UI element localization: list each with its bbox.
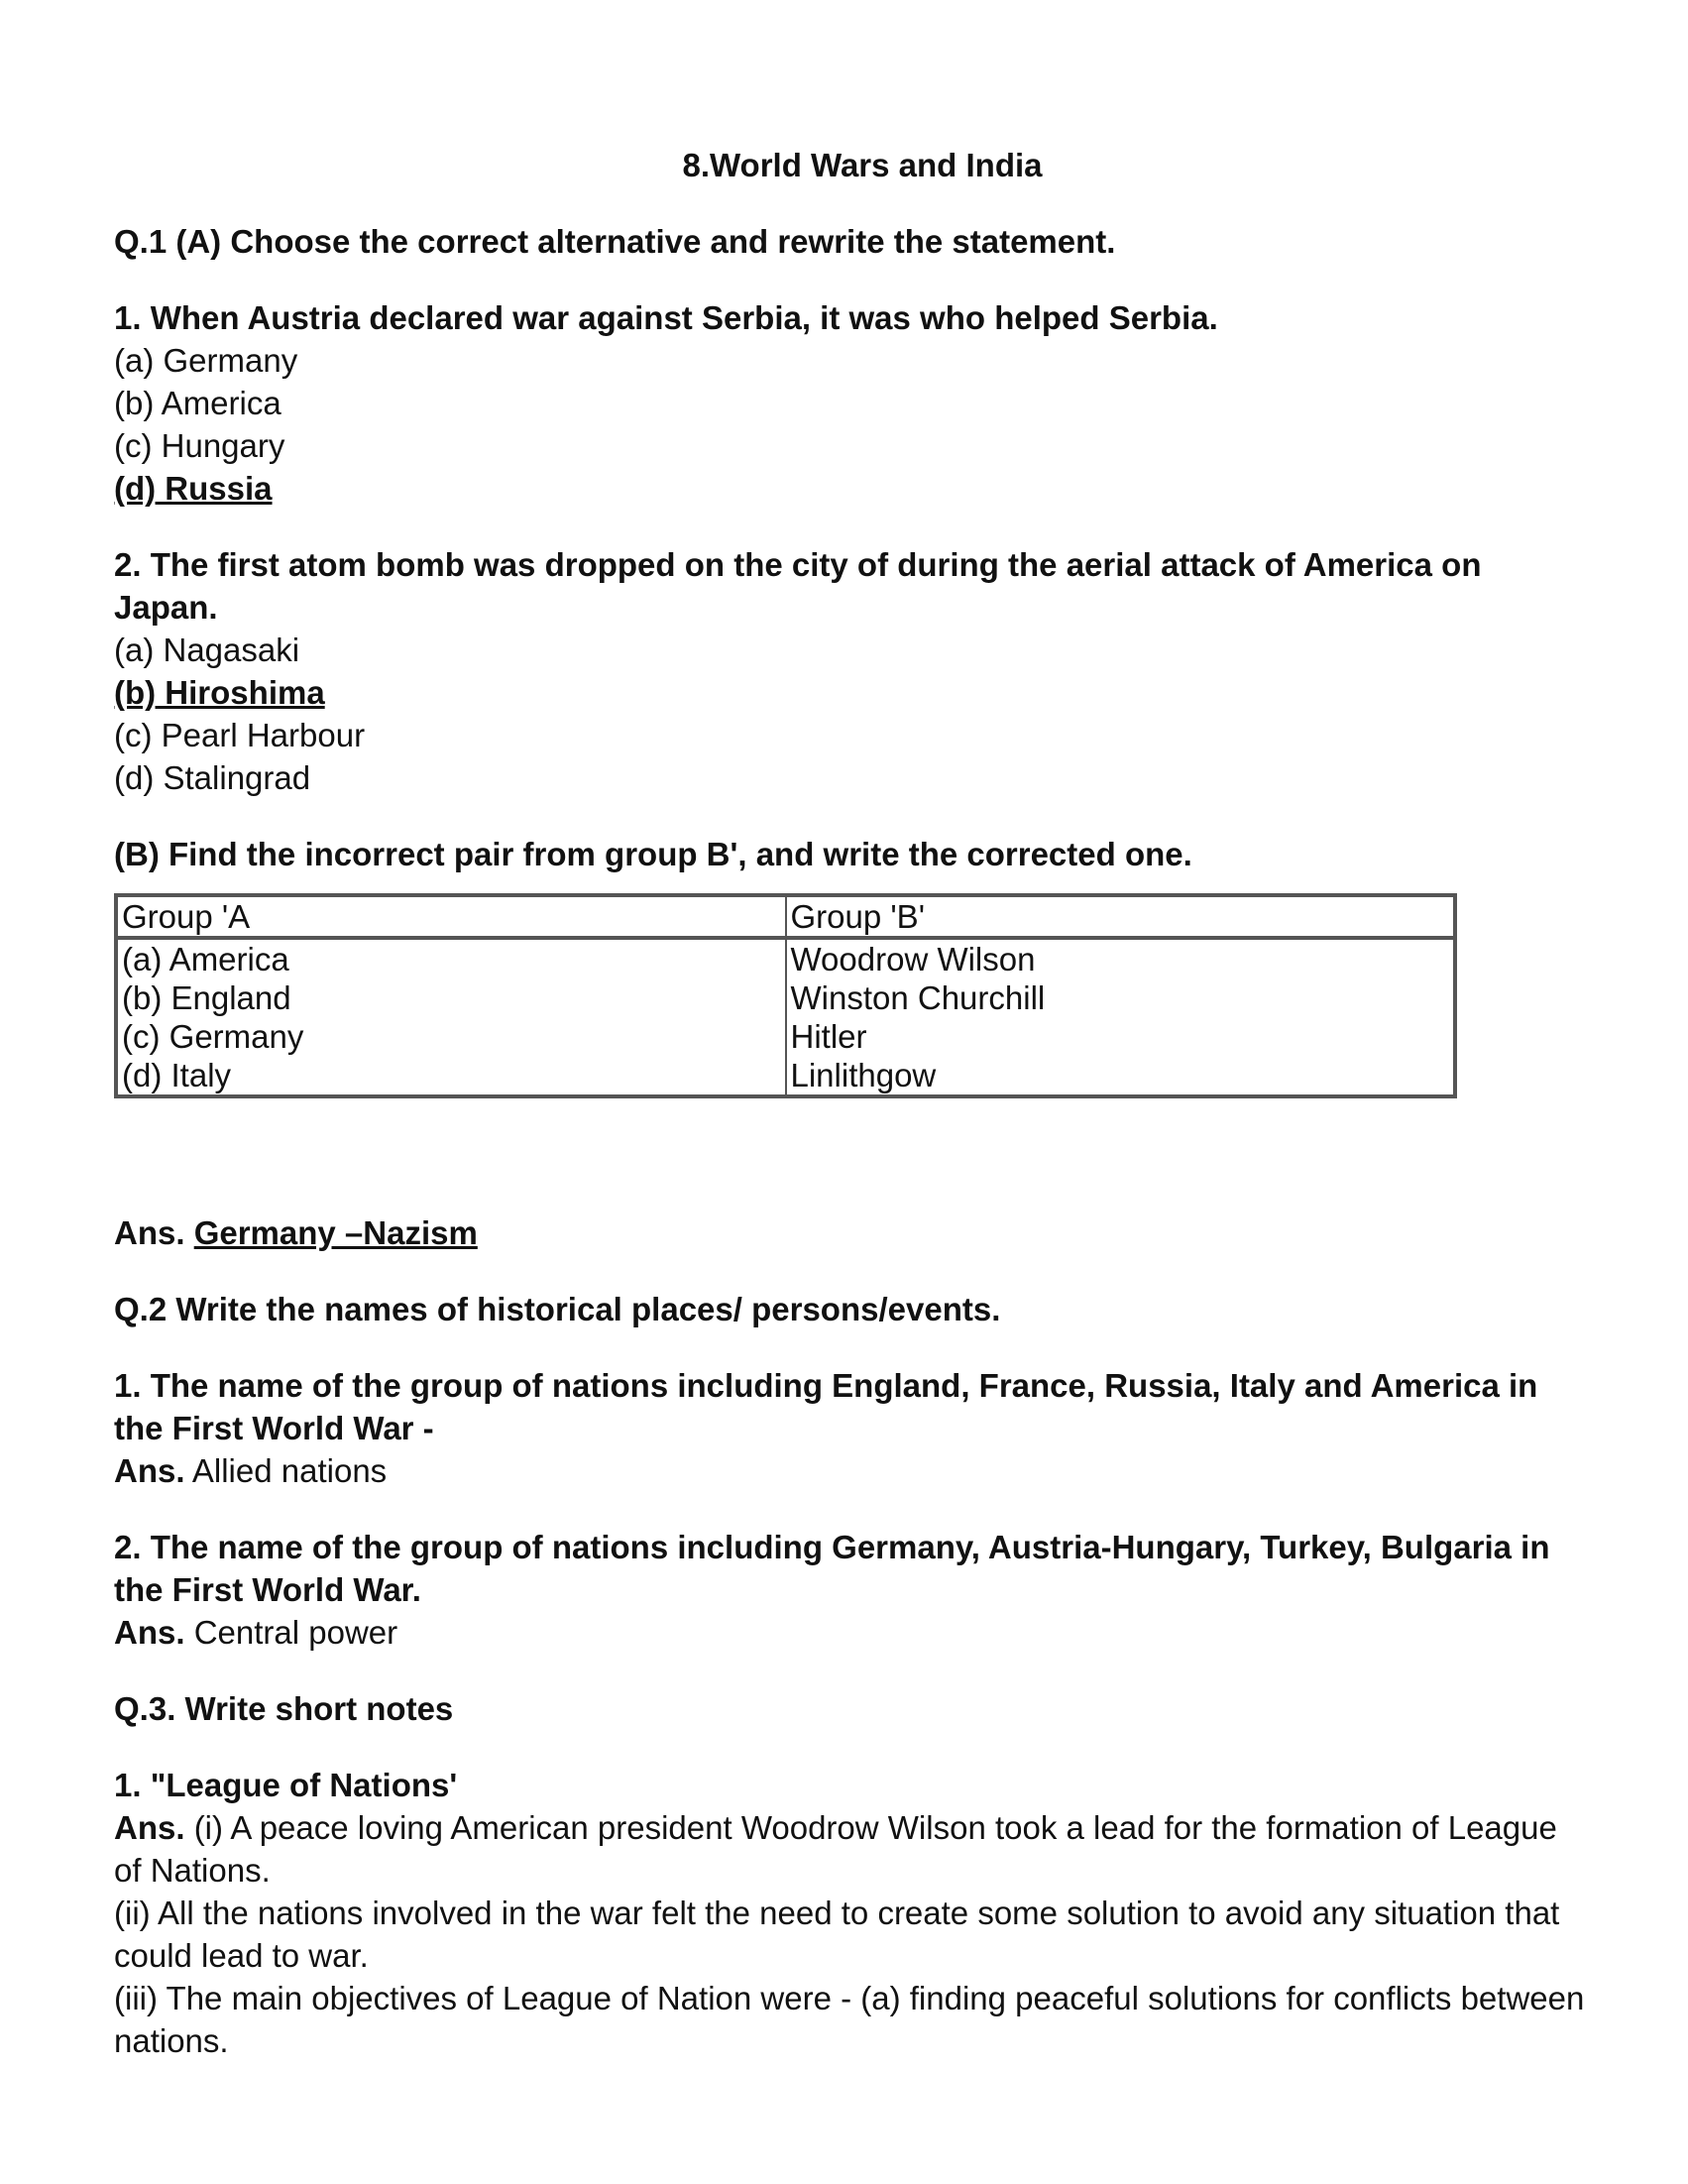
answer-label: Ans. (114, 1614, 185, 1651)
group-b-item: Linlithgow (790, 1057, 937, 1093)
q2-item-1 (114, 1364, 1591, 1492)
chapter-title: 8.World Wars and India (682, 147, 1043, 183)
mcq-2-question: 2. The first atom bomb was dropped on the city of during the aerial attack of America on Japan. (114, 546, 1482, 626)
q3-point-2: (ii) All the nations involved in the war felt the need to create some solution to avoid any situation that could lead to war. (114, 1895, 1560, 1974)
mcq-2 (114, 543, 1591, 799)
group-a-item: (a) America (122, 941, 289, 977)
q2-item-1-question: 1. The name of the group of nations including England, France, Russia, Italy and America in the First World War - (114, 1367, 1538, 1446)
mcq-1-option-c: (c) Hungary (114, 427, 285, 464)
mcq-1-question: 1. When Austria declared war against Serbia, it was who helped Serbia. (114, 299, 1218, 336)
answer-text: Germany –Nazism (193, 1214, 478, 1251)
mcq-2-option-a: (a) Nagasaki (114, 632, 300, 668)
mcq-1 (114, 296, 1591, 510)
mcq-1-option-b: (b) America (114, 385, 281, 421)
group-b-header: Group 'B' (786, 895, 1456, 938)
mcq-2-option-d: (d) Stalingrad (114, 759, 311, 796)
mcq-2-option-c: (c) Pearl Harbour (114, 717, 366, 753)
answer-label: Ans. (114, 1452, 185, 1489)
q3-item-1-title: 1. "League of Nations' (114, 1767, 458, 1803)
q3-point-1 (114, 1806, 1591, 1892)
q2-item-2-answer (114, 1611, 1591, 1654)
table-header-row (116, 895, 1455, 938)
q2-heading: Q.2 Write the names of historical places/ persons/events. (114, 1291, 1001, 1327)
mcq-2-option-b-correct: (b) Hiroshima (114, 674, 325, 711)
document-page (114, 144, 1591, 2096)
group-b-item: Woodrow Wilson (790, 941, 1036, 977)
group-a-item: (b) England (122, 979, 291, 1016)
q1-part-b-heading: (B) Find the incorrect pair from group B', and write the corrected one. (114, 836, 1192, 872)
group-a-cell (116, 938, 786, 1096)
table-body-row (116, 938, 1455, 1096)
q3-item-1 (114, 1764, 1591, 2062)
q2-item-2-question: 2. The name of the group of nations including Germany, Austria-Hungary, Turkey, Bulgaria in the First World War. (114, 1529, 1550, 1608)
q2-item-1-answer (114, 1449, 1591, 1492)
group-b-cell (786, 938, 1456, 1096)
group-a-item: (d) Italy (122, 1057, 232, 1093)
mcq-1-option-a: (a) Germany (114, 342, 298, 379)
q2-item-2 (114, 1526, 1591, 1654)
group-b-item: Winston Churchill (790, 979, 1046, 1016)
group-b-item: Hitler (790, 1018, 867, 1055)
answer-label: Ans. (114, 1214, 185, 1251)
group-a-header: Group 'A (116, 895, 786, 938)
group-pair-table (114, 893, 1457, 1098)
q1-heading: Q.1 (A) Choose the correct alternative and rewrite the statement. (114, 223, 1116, 260)
q1-answer (114, 1211, 1591, 1254)
answer-text: Allied nations (191, 1452, 388, 1489)
q3-point-3: (iii) The main objectives of League of Nation were - (a) finding peaceful solutions for conflicts between nations. (114, 1980, 1585, 2059)
group-a-item: (c) Germany (122, 1018, 304, 1055)
mcq-1-option-d-correct: (d) Russia (114, 470, 273, 507)
answer-text: (i) A peace loving American president Woodrow Wilson took a lead for the formation of League of Nations. (114, 1809, 1557, 1889)
q3-heading: Q.3. Write short notes (114, 1690, 454, 1727)
answer-text: Central power (193, 1614, 398, 1651)
answer-label: Ans. (114, 1809, 185, 1846)
